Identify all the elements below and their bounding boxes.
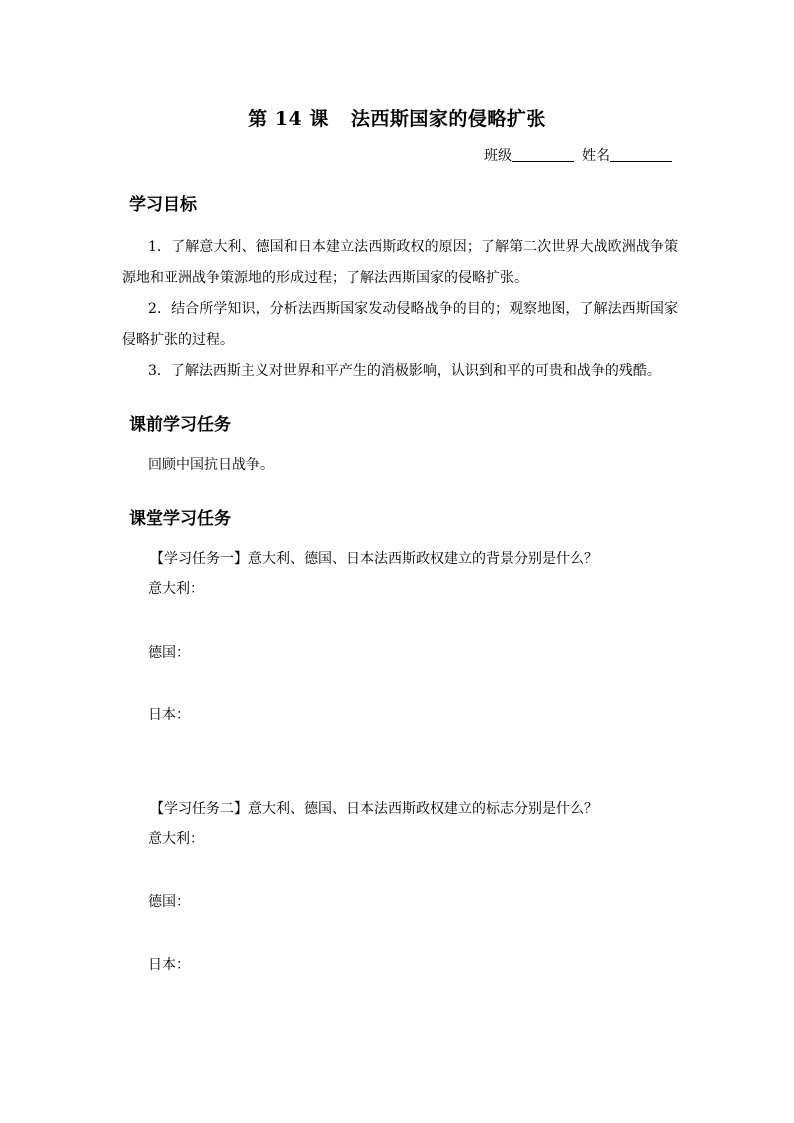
task-two-question: 【学习任务二】意大利、德国、日本法西斯政权建立的标志分别是什么？	[150, 801, 598, 817]
task-one-answer-germany[interactable]: 德国：	[148, 645, 190, 661]
objective-item	[122, 232, 678, 294]
objective-text: 3．了解法西斯主义对世界和平产生的消极影响，认识到和平的可贵和战争的残酷。	[148, 363, 661, 379]
section-heading-objectives	[123, 194, 203, 218]
task-one-question: 【学习任务一】意大利、德国、日本法西斯政权建立的背景分别是什么？	[150, 551, 598, 567]
task-two-answer-japan[interactable]: 日本：	[148, 957, 190, 973]
task-one-answer-japan[interactable]: 日本：	[148, 707, 190, 723]
student-info-line	[484, 145, 672, 165]
section-heading-pre-class	[123, 414, 237, 438]
objective-item	[122, 356, 678, 387]
heading-highlight-bar	[123, 436, 237, 444]
section-heading-text: 课前学习任务	[129, 415, 231, 435]
section-heading-text: 学习目标	[129, 195, 197, 215]
objective-text: 1．了解意大利、德国和日本建立法西斯政权的原因；了解第二次世界大战欧洲战争策源地和亚洲战争策源地的形成过程；了解法西斯国家的侵略扩张。	[122, 239, 678, 286]
task-two-answer-italy[interactable]: 意大利：	[148, 831, 204, 847]
task-two-answer-germany[interactable]: 德国：	[148, 894, 190, 910]
heading-highlight-bar	[123, 530, 237, 538]
pre-class-task: 回顾中国抗日战争。	[148, 457, 274, 473]
section-heading-in-class	[123, 508, 237, 532]
section-heading-text: 课堂学习任务	[129, 509, 231, 529]
name-blank[interactable]	[610, 147, 672, 162]
class-label: 班级	[484, 148, 512, 164]
heading-highlight-bar	[123, 216, 203, 224]
objective-text: 2．结合所学知识，分析法西斯国家发动侵略战争的目的；观察地图，了解法西斯国家侵略扩张的过程。	[122, 301, 678, 348]
name-label: 姓名	[582, 148, 610, 164]
lesson-number: 第 14 课	[248, 108, 329, 130]
lesson-title: 法西斯国家的侵略扩张	[350, 108, 546, 130]
task-one-answer-italy[interactable]: 意大利：	[148, 581, 204, 597]
objective-item	[122, 294, 678, 356]
page-title	[0, 104, 794, 131]
class-blank[interactable]	[512, 147, 574, 162]
